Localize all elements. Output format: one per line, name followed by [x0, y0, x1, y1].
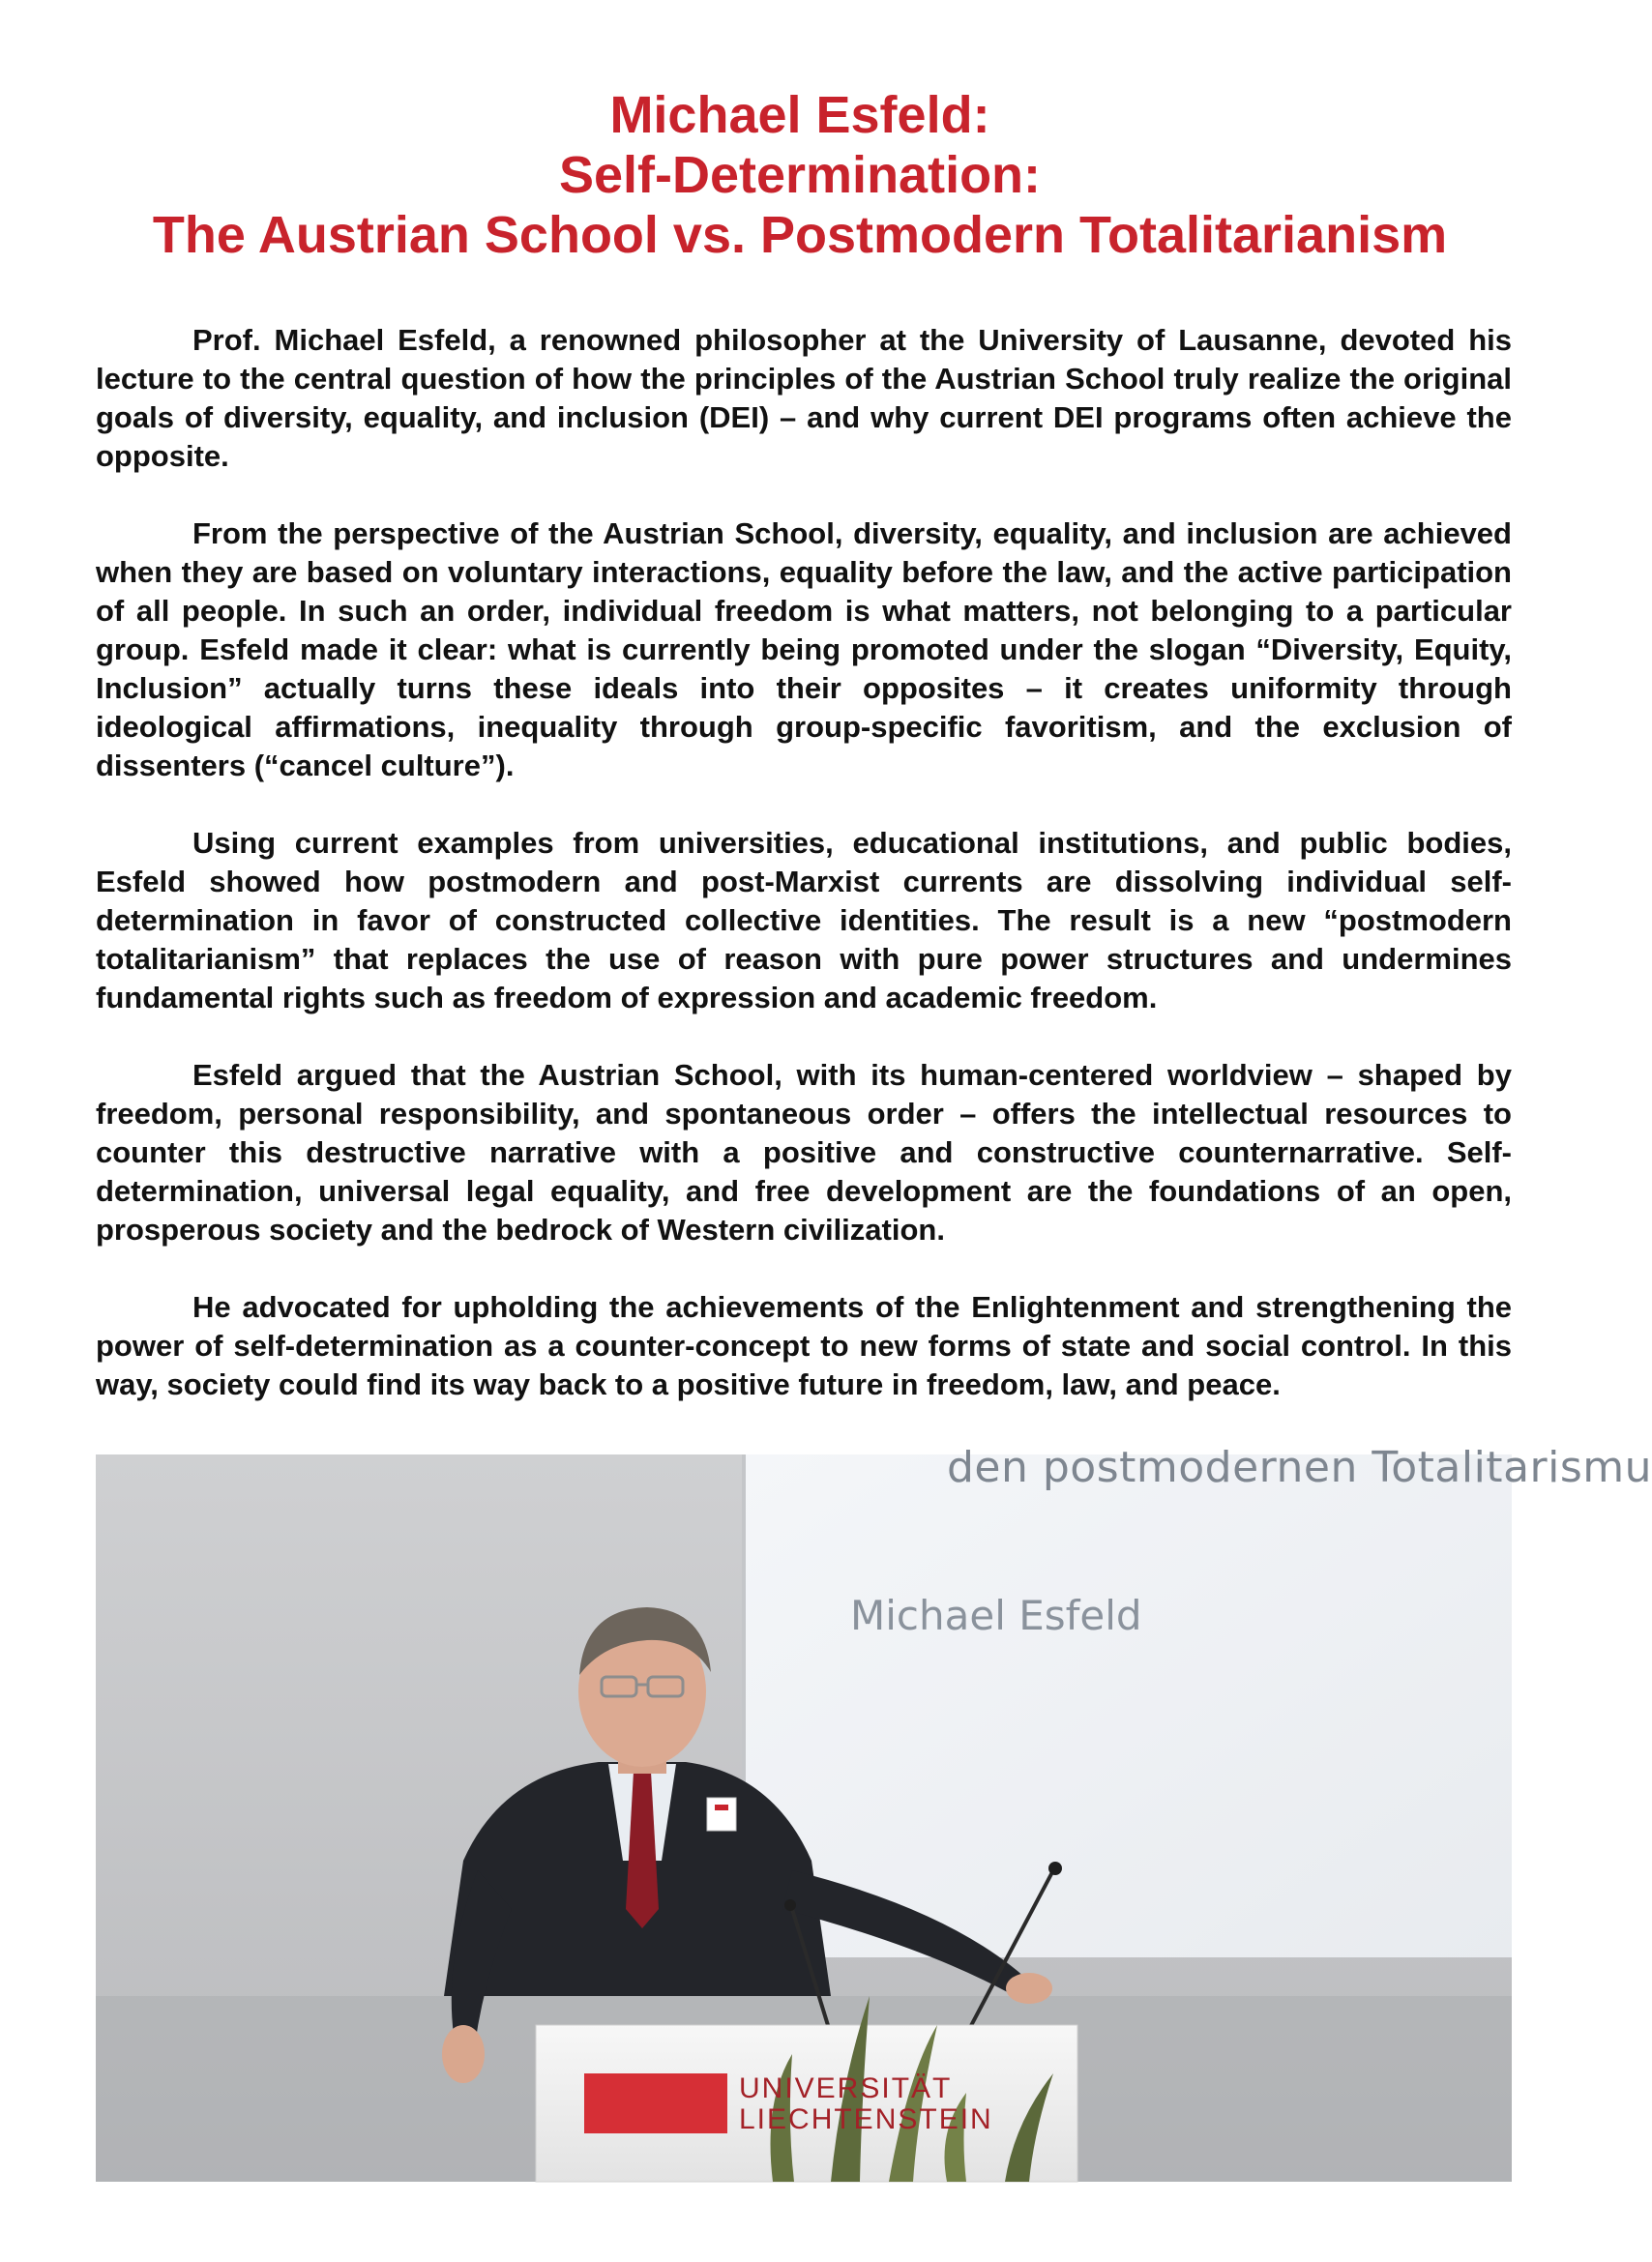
- podium-logo-block: [584, 2073, 727, 2133]
- article-title: [0, 85, 1600, 265]
- left-hand: [442, 2025, 485, 2083]
- podium-line-2: LIECHTENSTEIN: [739, 2103, 993, 2135]
- paragraph-3: Using current examples from universities, educational institutions, and public bodies, Esfeld showed how postmodern and post-Marxist currents are dissolving individual self-determination in favor of constructed collective identities. The result is a new “postmodern totalitarianism” that replaces the use of reason with pure power structures and undermines fundamental rights such as freedom of expression and academic freedom.: [96, 826, 1512, 1014]
- projection-screen: [742, 1454, 1512, 1957]
- podium-line-1: UNIVERSITÄT: [739, 2072, 953, 2104]
- title-line-2: Self-Determination:: [558, 146, 1042, 204]
- speaker-photo: [96, 1443, 1652, 2182]
- slide-heading-text: den postmodernen Totalitarismu: [947, 1443, 1652, 1492]
- right-hand: [1006, 1973, 1052, 2004]
- paragraph-2: From the perspective of the Austrian School, diversity, equality, and inclusion are achieved when they are based on voluntary interactions, equality before the law, and the active participation of all people. In such an order, individual freedom is what matters, not belonging to a particular group. Esfeld made it clear: what is currently being promoted under the slogan “Diversity, Equity, Inclusion” actually turns these ideals into their opposites – it creates uniformity through ideological affirmations, inequality through group-specific favoritism, and the exclusion of dissenters (“cancel culture”).: [96, 516, 1512, 782]
- title-line-3: The Austrian School vs. Postmodern Totalitarianism: [152, 206, 1448, 264]
- podium-lettering: [739, 2073, 993, 2135]
- paragraph-5: He advocated for upholding the achievements of the Enlightenment and strengthening the power of self-determination as a counter-concept to new forms of state and social control. In this way, society could find its way back to a positive future in freedom, law, and peace.: [96, 1290, 1512, 1401]
- title-line-1: Michael Esfeld:: [609, 86, 990, 144]
- paragraph-4: Esfeld argued that the Austrian School, with its human-centered worldview – shaped by freedom, personal responsibility, and spontaneous order – offers the intellectual resources to counter this destructive narrative with a positive and constructive counternarrative. Self-determination, universal legal equality, and free development are the foundations of an open, prosperous society and the bedrock of Western civilization.: [96, 1058, 1512, 1247]
- article-body: [96, 321, 1512, 1404]
- slide-speaker-name: Michael Esfeld: [850, 1592, 1142, 1639]
- paragraph-1: Prof. Michael Esfeld, a renowned philosopher at the University of Lausanne, devoted his lecture to the central question of how the principles of the Austrian School truly realize the original goals of diversity, equality, and inclusion (DEI) – and why current DEI programs often achieve the opposite.: [96, 323, 1512, 473]
